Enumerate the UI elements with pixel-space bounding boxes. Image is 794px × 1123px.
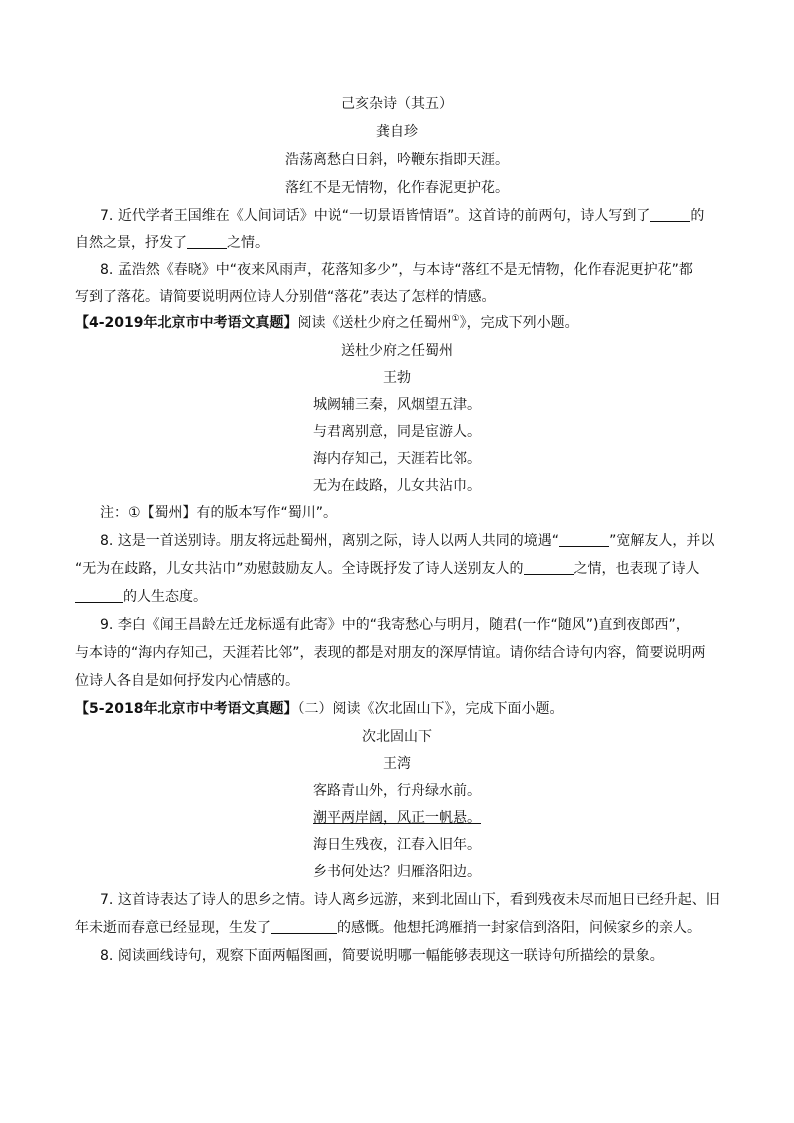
answer-blank <box>187 234 227 249</box>
question-text: 之情。 <box>227 235 269 251</box>
question-8 <box>100 946 664 966</box>
question-text: 孟浩然《春晓》中“夜来风雨声，花落知多少”，与本诗“落红不是无情物，化作春泥更护花”都 <box>117 262 693 278</box>
question-text: 这是一首送别诗。朋友将远赴蜀州，离别之际，诗人以两人共同的境遇“ <box>117 533 560 549</box>
footnote: 注：①【蜀州】有的版本写作“蜀川”。 <box>100 505 338 521</box>
question-text: “无为在歧路，儿女共沾巾”劝慰鼓励友人。全诗既抒发了诗人送别友人的 <box>75 561 524 577</box>
question-number: 7. <box>100 892 114 908</box>
question-text: 年未逝而春意已经显现，生发了 <box>75 920 271 936</box>
question-8 <box>100 260 693 280</box>
poem-title: 送杜少府之任蜀州 <box>341 343 453 359</box>
question-text: 这首诗表达了诗人的思乡之情。诗人离乡远游，来到北固山下，看到残夜未尽而旭日已经升起、旧 <box>117 892 720 908</box>
question-8 <box>100 531 714 551</box>
footnote-mark: ① <box>451 314 460 324</box>
exam-source-tag: 【5-2018年北京市中考语文真题】 <box>75 701 298 717</box>
question-7 <box>100 206 704 226</box>
poem-verse: 无为在歧路，儿女共沾巾。 <box>313 478 481 494</box>
exam-source-tag: 【4-2019年北京市中考语文真题】 <box>75 315 298 331</box>
poem-author: 王勃 <box>383 370 411 386</box>
poem-verse: 海日生残夜，江春入旧年。 <box>313 837 481 853</box>
answer-blank <box>271 919 337 934</box>
question-7-cont <box>75 233 269 253</box>
poem-verse: 与君离别意，同是宦游人。 <box>313 424 481 440</box>
poem-author: 龚自珍 <box>376 124 418 140</box>
question-number: 7. <box>100 208 114 224</box>
poem-verse: 客路青山外，行舟绿水前。 <box>313 783 481 799</box>
exam-intro <box>75 699 564 719</box>
question-number: 8. <box>100 948 114 964</box>
poem-verse: 乡书何处达？归雁洛阳边。 <box>313 864 481 880</box>
intro-text: 》，完成下列小题。 <box>459 315 579 331</box>
question-number: 8. <box>100 533 114 549</box>
question-number: 8. <box>100 262 114 278</box>
question-9 <box>100 615 690 635</box>
poem-verse-underlined <box>0 808 794 828</box>
answer-blank <box>650 207 690 222</box>
question-text: 的感慨。他想托鸿雁捎一封家信到洛阳，问候家乡的亲人。 <box>337 920 701 936</box>
question-text: 的人生态度。 <box>123 589 207 605</box>
question-text: ”宽解友人，并以 <box>609 533 715 549</box>
question-text: 李白《闻王昌龄左迁龙标遥有此寄》中的“我寄愁心与明月，随君(一作“随风”)直到夜郎西”， <box>117 617 690 633</box>
question-number: 9. <box>100 617 114 633</box>
question-text: 的 <box>690 208 705 224</box>
question-7-cont <box>75 918 701 938</box>
intro-text: 阅读《送杜少府之任蜀州 <box>297 315 452 331</box>
poem-verse: 城阙辅三秦，风烟望五津。 <box>313 397 481 413</box>
answer-blank <box>559 532 609 547</box>
question-text: 自然之景，抒发了 <box>75 235 187 251</box>
question-text: 近代学者王国维在《人间词话》中说“一切景语皆情语”。这首诗的前两句，诗人写到了 <box>117 208 651 224</box>
intro-text: （二）阅读《次北固山下》，完成下面小题。 <box>297 701 564 717</box>
poem-verse: 海内存知己，天涯若比邻。 <box>313 451 481 467</box>
question-8-cont: 写到了落花。请简要说明两位诗人分别借“落花”表达了怎样的情感。 <box>75 289 496 305</box>
question-8-cont <box>75 559 700 579</box>
question-7 <box>100 890 720 910</box>
poem-verse: 浩荡离愁白日斜，吟鞭东指即天涯。 <box>285 152 509 168</box>
question-8-cont <box>75 587 207 607</box>
question-text: 阅读画线诗句，观察下面两幅图画，简要说明哪一幅能够表现这一联诗句所描绘的景象。 <box>117 948 664 964</box>
underlined-verse: 潮平两岸阔，风正一帆悬。 <box>313 810 481 826</box>
poem-author: 王湾 <box>383 756 411 772</box>
poem-verse: 落红不是无情物，化作春泥更护花。 <box>285 180 509 196</box>
question-text: 之情，也表现了诗人 <box>573 561 700 577</box>
exam-intro <box>75 313 579 333</box>
poem-title: 次北固山下 <box>362 729 432 745</box>
question-9-cont: 与本诗的“海内存知己，天涯若比邻”，表现的都是对朋友的深厚情谊。请你结合诗句内容，简要说明两 <box>75 645 706 661</box>
question-9-cont: 位诗人各自是如何抒发内心情感的。 <box>75 673 299 689</box>
poem-title: 己亥杂诗（其五） <box>341 96 453 112</box>
answer-blank <box>524 560 574 575</box>
answer-blank <box>75 588 123 603</box>
